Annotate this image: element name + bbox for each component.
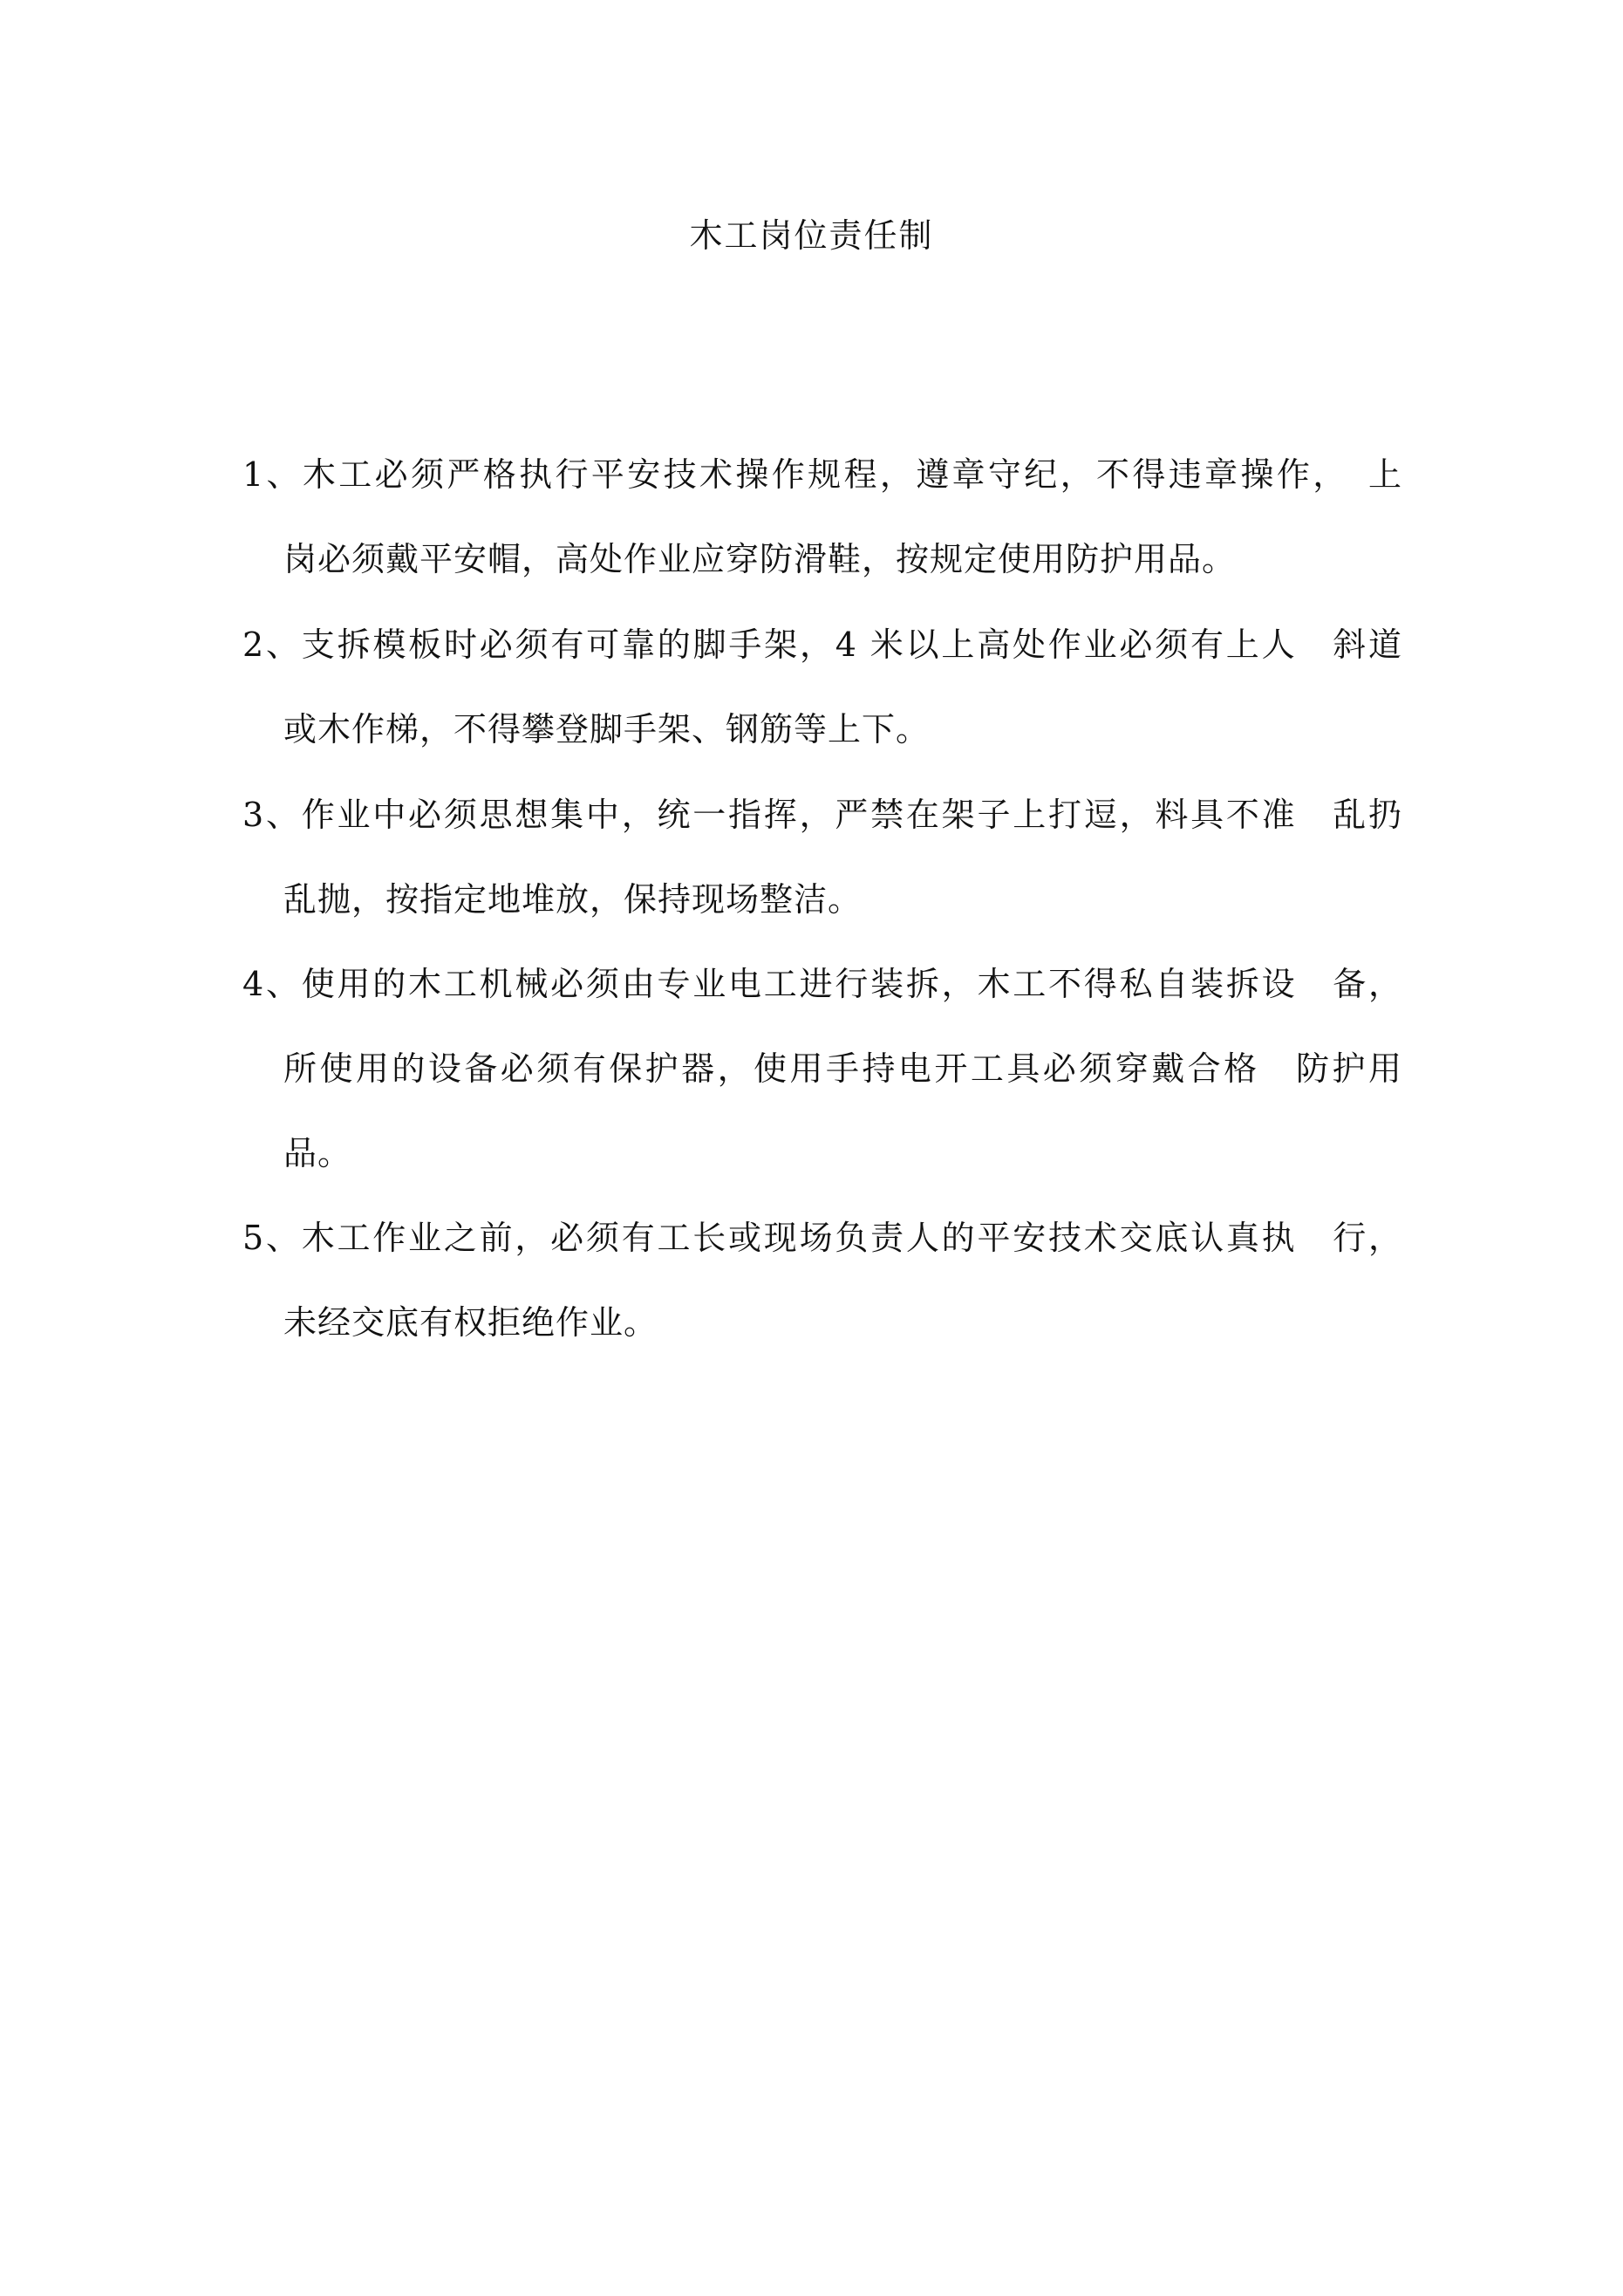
item-line: 5、木工作业之前，必须有工长或现场负责人的平安技术交底认真执 行， — [242, 1219, 1402, 1257]
list-item — [242, 624, 1402, 750]
list-item — [242, 794, 1402, 920]
item-line: 品。 — [283, 1134, 352, 1172]
item-line: 4、使用的木工机械必须由专业电工进行装拆，木工不得私自装拆设 备， — [242, 965, 1402, 1003]
item-line: 岗必须戴平安帽，高处作业应穿防滑鞋，按规定使用防护用品。 — [283, 540, 1237, 578]
item-line: 乱抛，按指定地堆放，保持现场整洁。 — [283, 880, 863, 919]
item-line: 所使用的设备必须有保护器，使用手持电开工具必须穿戴合格 防护用 — [283, 1049, 1402, 1088]
item-line: 或木作梯，不得攀登脚手架、钢筋等上下。 — [283, 710, 931, 748]
item-line: 2、支拆模板时必须有可靠的脚手架，4 米以上高处作业必须有上人 斜道 — [242, 625, 1402, 664]
item-line: 未经交底有权拒绝作业。 — [283, 1303, 658, 1342]
item-line: 3、作业中必须思想集中，统一指挥，严禁在架子上打逗，料具不准 乱扔 — [242, 796, 1402, 834]
list-item — [242, 1217, 1402, 1343]
item-line: 1、木工必须严格执行平安技术操作规程，遵章守纪，不得违章操作， 上 — [242, 455, 1402, 494]
list-item — [242, 963, 1402, 1174]
document-title: 木工岗位责任制 — [689, 216, 934, 255]
list-item — [242, 454, 1402, 580]
